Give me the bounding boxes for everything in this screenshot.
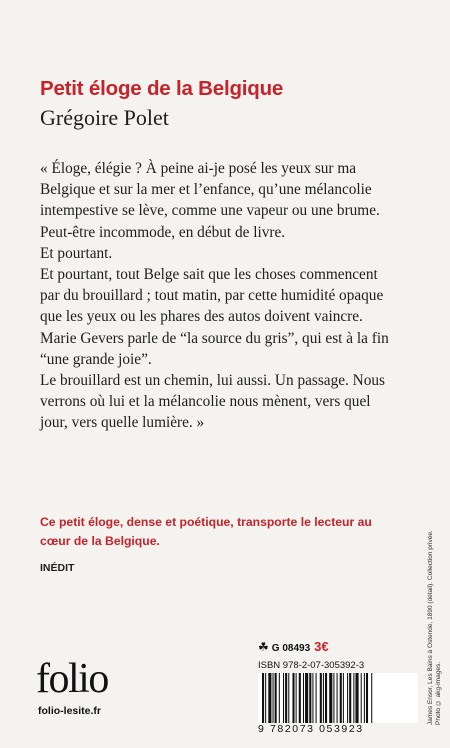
barcode-bar bbox=[371, 673, 372, 723]
inedit-label: INÉDIT bbox=[40, 562, 75, 574]
tagline: Ce petit éloge, dense et poétique, transporte le lecteur au cœur de la Belgique. bbox=[40, 515, 372, 548]
barcode-bar bbox=[333, 673, 334, 723]
credit-line: Photo © akg-images. bbox=[435, 661, 442, 725]
barcode-bar bbox=[366, 673, 368, 723]
book-author: Grégoire Polet bbox=[40, 105, 169, 130]
barcode-bar bbox=[323, 673, 324, 723]
price-code: G 08493 bbox=[271, 643, 311, 654]
barcode-bar bbox=[309, 673, 311, 723]
barcode-bars bbox=[258, 673, 418, 723]
image-credits bbox=[427, 520, 443, 725]
barcode-bar bbox=[283, 673, 284, 723]
barcode-bar bbox=[316, 673, 317, 723]
book-title: Petit éloge de la Belgique bbox=[40, 77, 284, 100]
barcode-bar bbox=[312, 673, 313, 723]
barcode-bar bbox=[285, 673, 287, 723]
price-row bbox=[258, 638, 329, 656]
quote-line: par du brouillard ; tout matin, par cette humidité opaque bbox=[40, 287, 384, 305]
folio-logo: folio bbox=[36, 656, 108, 702]
barcode-bar bbox=[268, 673, 271, 723]
barcode-bar bbox=[364, 673, 365, 723]
quote-line: Belgique et sur la mer et l’enfance, qu’une mélancolie bbox=[40, 181, 372, 199]
barcode-bar bbox=[262, 673, 264, 723]
barcode-bar bbox=[325, 673, 327, 723]
quote-line: Le brouillard est un chemin, lui aussi. Un passage. Nous bbox=[40, 372, 385, 390]
barcode-bar bbox=[288, 673, 289, 723]
barcode bbox=[258, 673, 418, 723]
barcode-bar bbox=[299, 673, 301, 723]
barcode-bar bbox=[337, 673, 338, 723]
price-code-icon: ☘ bbox=[258, 640, 269, 654]
barcode-bar bbox=[273, 673, 274, 723]
barcode-bar bbox=[355, 673, 358, 723]
price: 3€ bbox=[314, 639, 329, 654]
barcode-bar bbox=[275, 673, 277, 723]
publisher-website: folio-lesite.fr bbox=[38, 705, 102, 717]
quote-line: Et pourtant, tout Belge sait que les choses commencent bbox=[40, 266, 378, 284]
barcode-number: 9 782073 053923 bbox=[258, 723, 364, 735]
barcode-bar bbox=[296, 673, 297, 723]
quote-line: Et pourtant. bbox=[40, 244, 113, 262]
quote-line: jour, vers quelle lumière. » bbox=[40, 414, 205, 432]
credit-line: James Ensor, Les Bains à Ostende, 1890 (détail). Collection privée. bbox=[427, 530, 434, 725]
barcode-bar bbox=[340, 673, 342, 723]
back-cover-quote bbox=[40, 158, 435, 434]
quote-line: Marie Gevers parle de “la source du gris”, qui est à la fin bbox=[40, 329, 389, 347]
quote-line: Peut-être incommode, en début de livre. bbox=[40, 223, 286, 241]
barcode-bar bbox=[329, 673, 332, 723]
barcode-bar bbox=[292, 673, 294, 723]
barcode-bar bbox=[343, 673, 344, 723]
barcode-bar bbox=[279, 673, 280, 723]
quote-line: verrons où lui et la mélancolie nous mènent, vers quel bbox=[40, 393, 371, 411]
barcode-bar bbox=[361, 673, 362, 723]
quote-line: intempestive se lève, comme une vapeur ou une brume. bbox=[40, 202, 380, 220]
barcode-bar bbox=[265, 673, 266, 723]
barcode-bar bbox=[320, 673, 322, 723]
barcode-bar bbox=[347, 673, 348, 723]
barcode-bar bbox=[305, 673, 308, 723]
quote-line: “une grande joie”. bbox=[40, 350, 152, 368]
isbn: ISBN 978-2-07-305392-3 bbox=[258, 660, 365, 671]
barcode-bar bbox=[349, 673, 351, 723]
quote-line: que les yeux ou les phares des autos doivent vaincre. bbox=[40, 308, 363, 326]
barcode-bar bbox=[353, 673, 354, 723]
barcode-bar bbox=[303, 673, 304, 723]
quote-line: « Éloge, élégie ? À peine ai-je posé les yeux sur ma bbox=[40, 160, 357, 177]
